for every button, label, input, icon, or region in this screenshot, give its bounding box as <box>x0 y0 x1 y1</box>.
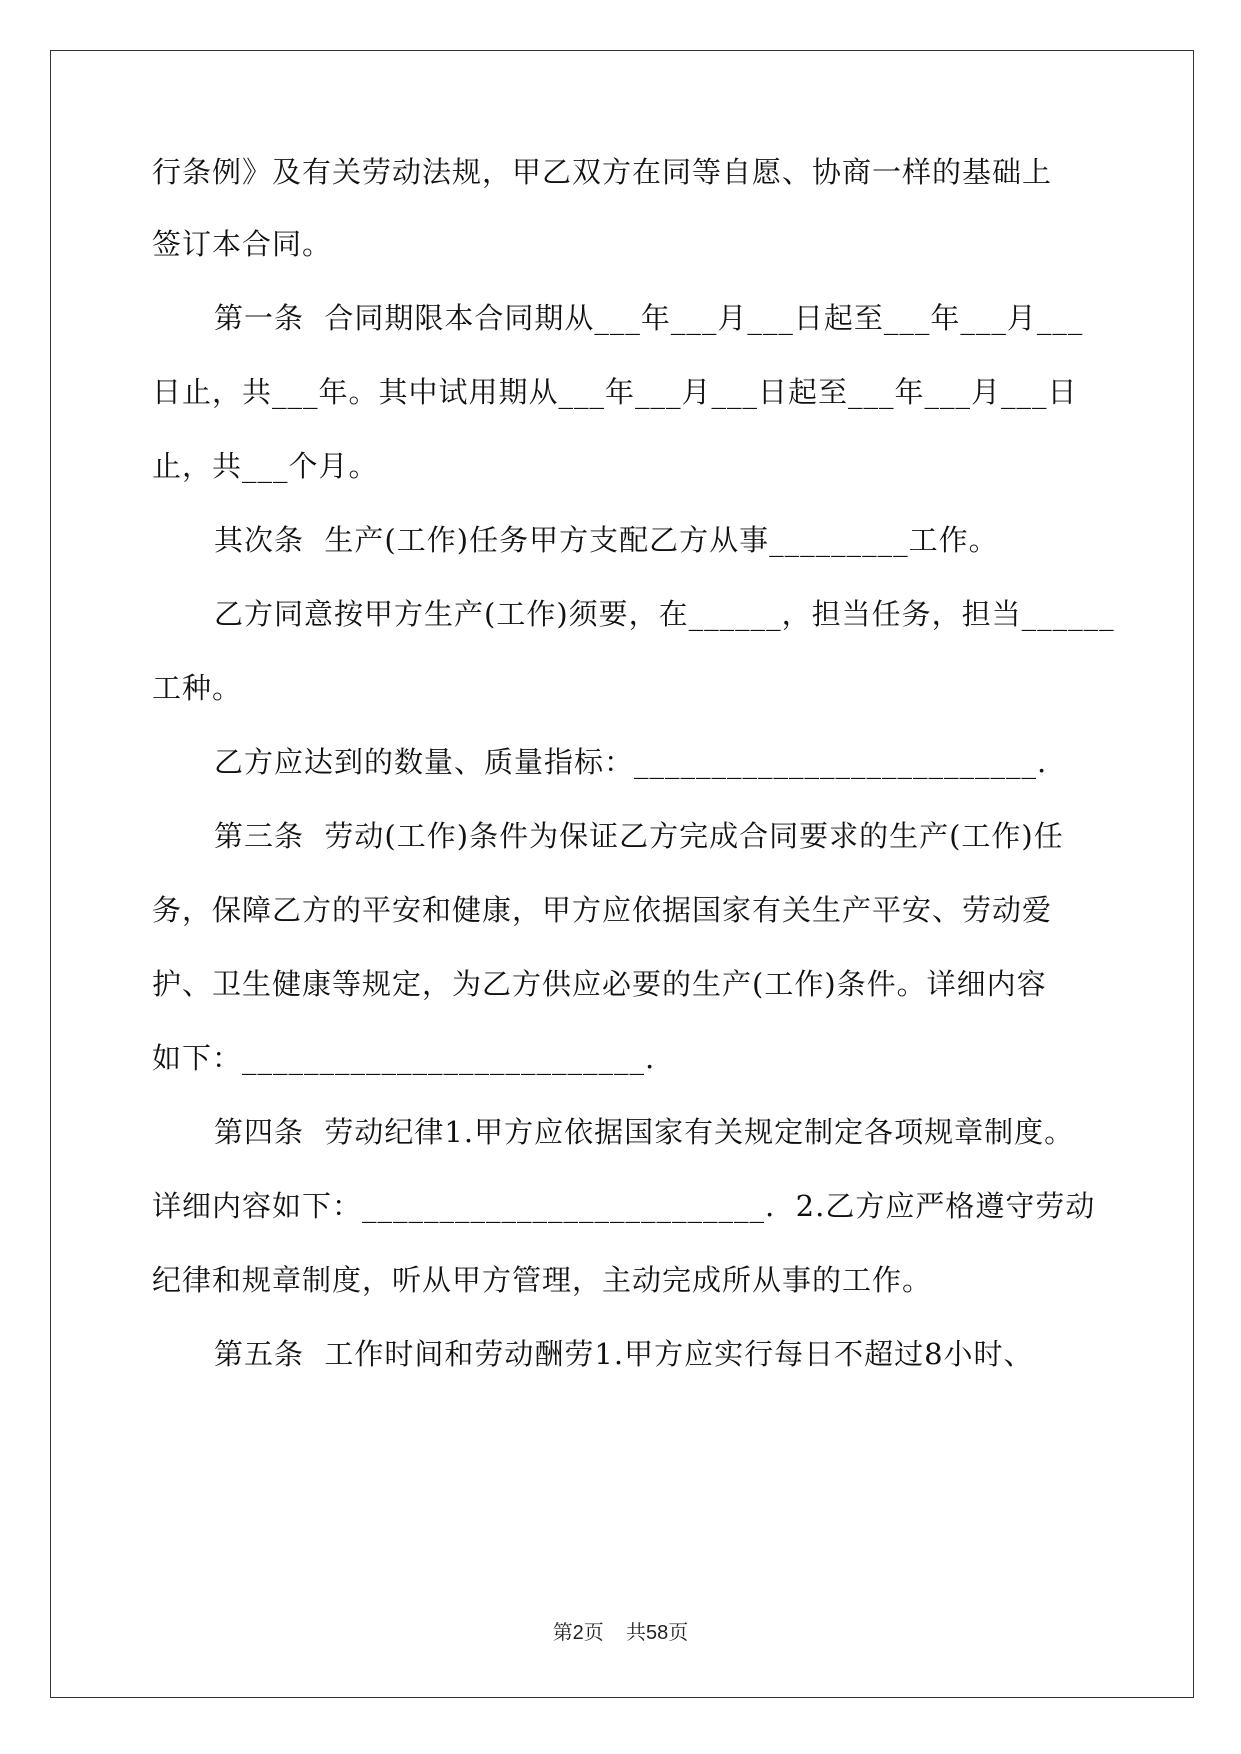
text-line: 第四条 劳动纪律1.甲方应依据国家有关规定制定各项规章制度。 <box>214 1115 1075 1149</box>
text-line: 其次条 生产(工作)任务甲方支配乙方从事_________工作。 <box>214 523 999 557</box>
text-line: 第一条 合同期限本合同期从___年___月___日起至___年___月___ <box>214 301 1084 335</box>
page-number: 第2页 共58页 <box>552 1622 689 1644</box>
text-line: 工种。 <box>152 671 243 705</box>
text-line: 乙方同意按甲方生产(工作)须要，在______，担当任务，担当______ <box>214 597 1115 631</box>
text-line: 务，保障乙方的平安和健康，甲方应依据国家有关生产平安、劳动爱 <box>152 893 1053 927</box>
page-footer <box>0 1616 1241 1645</box>
text-line: 详细内容如下：__________________________. 2.乙方应严格遵守劳动 <box>152 1189 1096 1223</box>
text-line: 第三条 劳动(工作)条件为保证乙方完成合同要求的生产(工作)任 <box>214 819 1064 853</box>
text-line: 如下：__________________________. <box>152 1041 656 1075</box>
text-line: 乙方应达到的数量、质量指标：__________________________. <box>214 745 1048 779</box>
text-line: 纪律和规章制度，听从甲方管理，主动完成所从事的工作。 <box>152 1263 933 1297</box>
text-line: 护、卫生健康等规定，为乙方供应必要的生产(工作)条件。详细内容 <box>152 967 1047 1001</box>
text-line: 签订本合同。 <box>152 227 333 261</box>
text-line: 日止，共___年。其中试用期从___年___月___日起至___年___月___日 <box>152 375 1078 409</box>
text-line: 第五条 工作时间和劳动酬劳1.甲方应实行每日不超过8小时、 <box>214 1337 1034 1371</box>
text-line: 止，共___个月。 <box>152 449 379 483</box>
text-line: 行条例》及有关劳动法规，甲乙双方在同等自愿、协商一样的基础上 <box>152 155 1053 189</box>
